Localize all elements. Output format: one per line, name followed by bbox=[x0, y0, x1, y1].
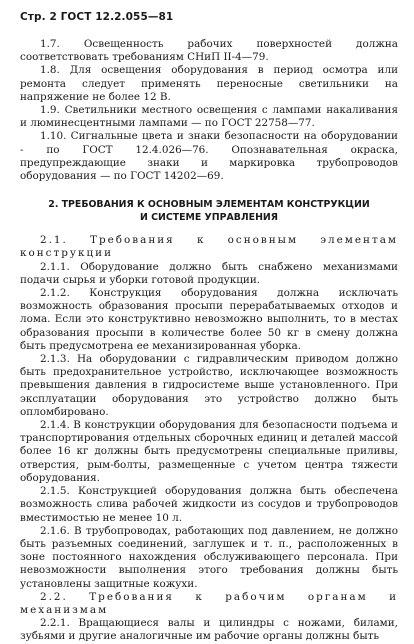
page-header: Стр. 2 ГОСТ 12.2.055—81 bbox=[20, 11, 174, 23]
paragraph-2-1-2: 2.1.2. Конструкция оборудования должна исключать возможность образования просыпи перерабатываемых отходов и лома. Если это конструктивно невозможно выполнить, то в местах образования просыпи в количестве более 50 кг в смену должна быть предусмотрена ее механизированная уборка. bbox=[20, 287, 398, 352]
paragraph-2-1-5: 2.1.5. Конструкцией оборудования должна быть обеспечена возможность слива рабочей жидкости из сосудов и трубопроводов вместимостью не менее 10 л. bbox=[20, 485, 398, 524]
paragraphs-section-1 bbox=[20, 38, 398, 183]
paragraph-2-1-6: 2.1.6. В трубопроводах, работающих под давлением, не должно быть разъемных соединений, заглушек и т. п., расположенных в зоне постоянного нахождения обслуживающего персонала. При невозможности выполнения этого требования должны быть установлены защитные кожухи. bbox=[20, 524, 398, 590]
paragraph-2-1-1: 2.1.1. Оборудование должно быть снабжено механизмами подачи сырья и уборки готовой продукции. bbox=[20, 260, 398, 286]
paragraph-2-1-4: 2.1.4. В конструкции оборудования для безопасности подъема и транспортирования отдельных сборочных единиц и деталей массой более 16 кг должны быть предусмотрены специальные приливы, отверстия, рым-болты, размещенные с учетом центра тяжести оборудования. bbox=[20, 419, 398, 484]
paragraph-1-7: 1.7. Освещенность рабочих поверхностей должна соответствовать требованиям СНиП II-4—79. bbox=[20, 38, 398, 64]
subsection-heading-2-2: 2.2. Требования к рабочим органам и механизмам bbox=[20, 590, 398, 616]
paragraph-2-1-3: 2.1.3. На оборудовании с гидравлическим приводом должно быть предохранительное устройство, исключающее возможность превышения давления в гидросистеме выше установленного. При эксплуатации оборудования это устройство должно быть опломбировано. bbox=[20, 353, 398, 418]
section-title-line-2: И СИСТЕМЕ УПРАВЛЕНИЯ bbox=[140, 212, 278, 224]
section-title bbox=[20, 198, 398, 224]
section-title-line-1: 2. ТРЕБОВАНИЯ К ОСНОВНЫМ ЭЛЕМЕНТАМ КОНСТРУКЦИИ bbox=[48, 199, 370, 211]
paragraph-1-9: 1.9. Светильники местного освещения с лампами накаливания и люминесцентными лампами — по ГОСТ 22758—77. bbox=[20, 104, 398, 130]
paragraph-1-8: 1.8. Для освещения оборудования в период осмотра или ремонта следует применять переносные светильники на напряжение не более 12 В. bbox=[20, 64, 398, 103]
paragraph-1-10: 1.10. Сигнальные цвета и знаки безопасности на оборудовании - по ГОСТ 12.4.026—76. Опознавательная окраска, предупреждающие знаки и маркировка трубопроводов оборудования — по ГОСТ 14202—69. bbox=[20, 130, 398, 183]
paragraph-2-2-1: 2.2.1. Вращающиеся валы и цилиндры с ножами, билами, зубьями и другие аналогичные им рабочие органы должны быть bbox=[20, 617, 398, 643]
subsection-heading-2-1: 2.1. Требования к основным элементам конструкции bbox=[20, 234, 398, 260]
